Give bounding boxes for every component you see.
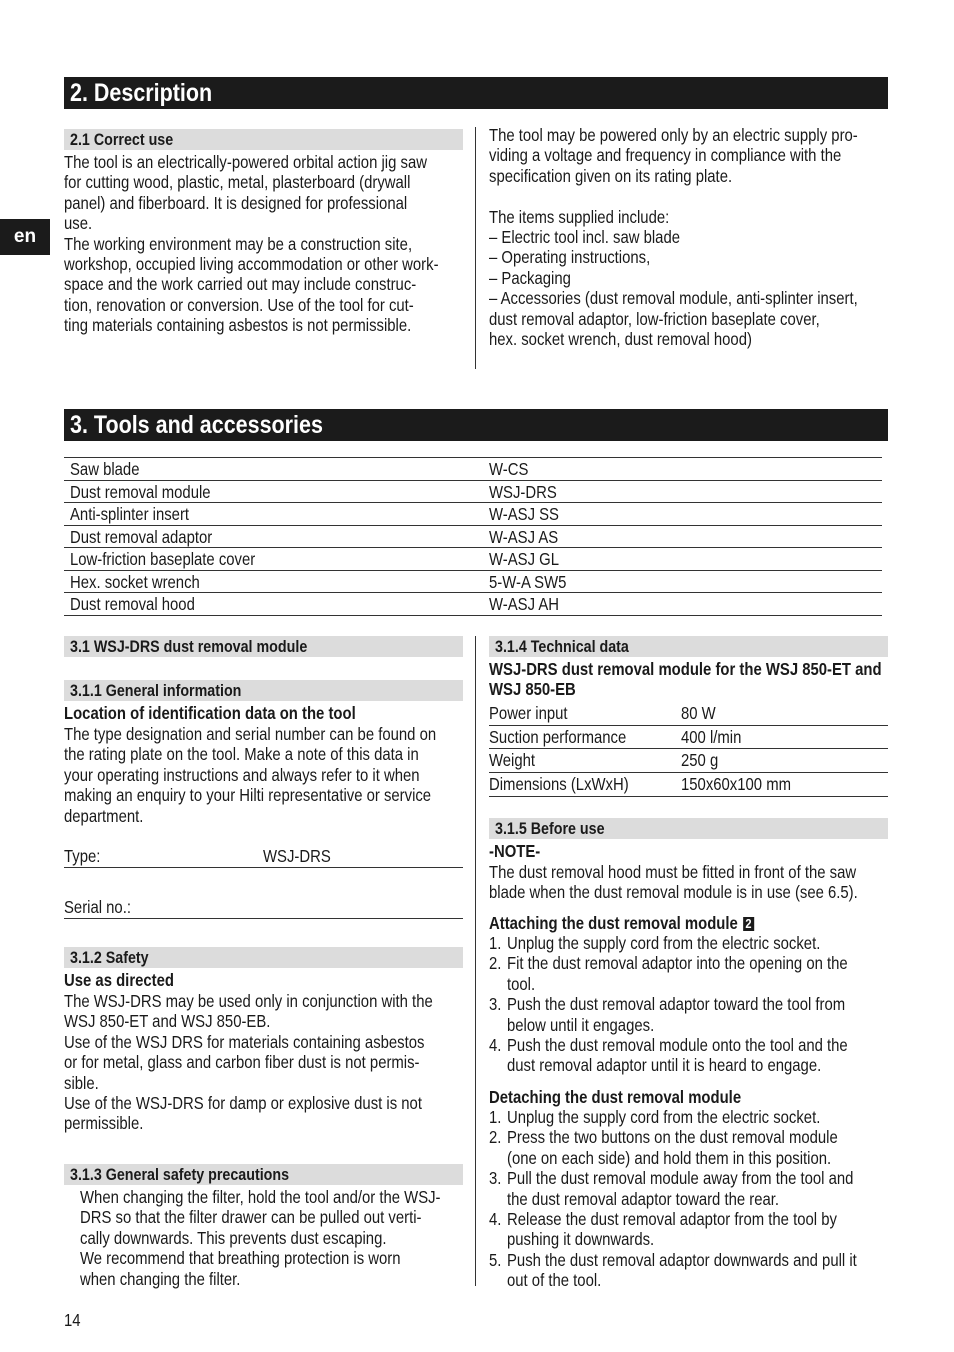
text-line: or for metal, glass and carbon fiber dust is not permis- (64, 1052, 420, 1073)
accessory-code: W-ASJ GL (489, 549, 559, 569)
row-rule (489, 748, 888, 749)
step-number: 5. (489, 1249, 502, 1270)
table-row (489, 703, 888, 727)
type-value: WSJ-DRS (263, 846, 331, 866)
text-line: We recommend that breathing protection is worn (80, 1248, 401, 1269)
language-tab (0, 219, 50, 255)
subsection-heading-dust-module (64, 636, 463, 657)
accessory-name: Dust removal adaptor (70, 526, 213, 547)
accessory-code: WSJ-DRS (489, 481, 557, 502)
text-line: cally downwards. This prevents dust escaping. (80, 1227, 387, 1248)
subsection-title: 3.1.1 General information (70, 681, 242, 700)
text-line: Use of the WSJ-DRS for damp or explosive dust is not (64, 1093, 422, 1113)
step-text: pushing it downwards. (507, 1229, 655, 1250)
table-row (64, 503, 888, 526)
table-row (64, 548, 888, 571)
accessory-code: W-CS (489, 459, 529, 479)
text-line: The type designation and serial number can be found on (64, 724, 437, 744)
step-number: 3. (489, 1168, 502, 1189)
serial-rule (64, 918, 463, 919)
step-text: Push the dust removal adaptor toward the tool from (507, 994, 846, 1015)
subsection-heading-general-information (64, 680, 463, 701)
subsection-title: 3.1.5 Before use (495, 819, 605, 838)
subsection-title: 3.1.3 General safety precautions (70, 1165, 290, 1184)
text-line: permissible. (64, 1113, 144, 1134)
step-text: dust removal adaptor until it is heard to engage. (507, 1055, 822, 1076)
section-title: 2. Description (70, 79, 213, 107)
text-line: Use of the WSJ DRS for materials containing asbestos (64, 1031, 425, 1052)
spec-label: Dimensions (LxWxH) (489, 774, 629, 795)
text-line: dust removal adaptor, low-friction baseplate cover, (489, 308, 820, 329)
serial-label: Serial no.: (64, 897, 131, 917)
spec-value: 400 l/min (681, 726, 742, 747)
step-text: below until it engages. (507, 1014, 655, 1035)
text-line: ting materials containing asbestos is not permissible. (64, 315, 412, 336)
accessory-name: Low-friction baseplate cover (70, 549, 256, 569)
spec-value: 150x60x100 mm (681, 774, 791, 795)
step-number: 3. (489, 994, 502, 1015)
text-line: WSJ-DRS dust removal module for the WSJ 850-ET and (489, 659, 882, 679)
text-line: when changing the filter. (80, 1268, 241, 1289)
step-text: the dust removal adaptor toward the rear. (507, 1188, 780, 1209)
text-line: DRS so that the filter drawer can be pulled out verti- (80, 1207, 422, 1228)
row-rule (489, 772, 888, 773)
text-line: WSJ 850-EB (489, 679, 576, 699)
step-number: 4. (489, 1209, 502, 1229)
text-line: department. (64, 805, 144, 826)
accessory-name: Dust removal module (70, 481, 211, 502)
table-row (64, 481, 888, 504)
subsection-heading-precautions (64, 1164, 463, 1185)
figure-reference-badge: 2 (743, 917, 754, 931)
accessory-code: W-ASJ AS (489, 526, 559, 547)
step-number: 4. (489, 1035, 502, 1055)
step-number: 1. (489, 1107, 502, 1127)
step-text: Push the dust removal module onto the tool and the (507, 1035, 848, 1055)
subsection-title: 3.1.2 Safety (70, 948, 149, 967)
text-line: WSJ 850-ET and WSJ 850-EB. (64, 1011, 271, 1032)
text-line: When changing the filter, hold the tool and/or the WSJ- (80, 1187, 441, 1207)
accessory-code: W-ASJ AH (489, 594, 559, 614)
row-rule (489, 796, 888, 797)
accessory-code: W-ASJ SS (489, 504, 559, 524)
text-line: The items supplied include: (489, 206, 670, 227)
subsection-heading-technical-data (489, 636, 888, 657)
accessory-name: Saw blade (70, 459, 140, 479)
text-line: – Accessories (dust removal module, anti-splinter insert, (489, 288, 858, 309)
page-number: 14 (64, 1310, 81, 1330)
attach-heading-text: Attaching the dust removal module (489, 913, 738, 933)
text-line: The tool is an electrically-powered orbital action jig saw (64, 152, 427, 172)
text-line: – Electric tool incl. saw blade (489, 227, 680, 247)
text-line: – Operating instructions, (489, 247, 651, 268)
text-line: viding a voltage and frequency in compliance with the (489, 145, 842, 166)
spec-label: Suction performance (489, 726, 627, 747)
step-text: Unplug the supply cord from the electric socket. (507, 1107, 821, 1127)
table-row (489, 727, 888, 751)
step-text: Pull the dust removal module away from the tool and (507, 1168, 854, 1189)
accessory-code: 5-W-A SW5 (489, 571, 567, 592)
step-text: tool. (507, 973, 536, 994)
step-text: Push the dust removal adaptor downwards and pull it (507, 1249, 857, 1270)
detach-heading: Detaching the dust removal module (489, 1087, 742, 1107)
section-heading-tools (64, 409, 888, 441)
text-line: blade when the dust removal module is in use (see 6.5). (489, 882, 858, 903)
table-row (64, 458, 888, 481)
type-rule (64, 867, 463, 868)
language-label: en (13, 226, 37, 247)
type-label: Type: (64, 846, 101, 866)
step-number: 2. (489, 1127, 502, 1148)
accessory-name: Hex. socket wrench (70, 571, 200, 592)
text-line: making an enquiry to your Hilti representative or service (64, 785, 432, 806)
text-line: panel) and fiberboard. It is designed for professional (64, 192, 408, 213)
table-row (489, 774, 888, 798)
spec-label: Power input (489, 703, 568, 723)
step-number: 1. (489, 933, 502, 953)
step-number: 2. (489, 953, 502, 974)
text-line: – Packaging (489, 267, 571, 288)
text-line: The dust removal hood must be fitted in front of the saw (489, 862, 857, 882)
text-line: The tool may be powered only by an electric supply pro- (489, 125, 858, 145)
text-line: for cutting wood, plastic, metal, plasterboard (drywall (64, 172, 411, 193)
table-row (64, 571, 888, 594)
subsection-title: 2.1 Correct use (70, 130, 174, 149)
step-text: Press the two buttons on the dust removal module (507, 1127, 838, 1148)
subsection-title: 3.1 WSJ-DRS dust removal module (70, 637, 308, 656)
text-line: specification given on its rating plate. (489, 165, 733, 186)
text-line: tion, renovation or conversion. Use of the tool for cut- (64, 294, 414, 315)
accessory-name: Anti-splinter insert (70, 504, 190, 524)
note-label: -NOTE- (489, 841, 541, 861)
row-rule (64, 615, 882, 616)
spec-label: Weight (489, 750, 536, 771)
identification-heading: Location of identification data on the tool (64, 703, 356, 723)
text-line: sible. (64, 1072, 99, 1093)
accessory-name: Dust removal hood (70, 594, 195, 614)
table-row (489, 750, 888, 774)
attach-heading (489, 913, 754, 933)
spec-value: 80 W (681, 703, 716, 723)
subsection-heading-correct-use (64, 129, 463, 150)
text-line: workshop, occupied living accommodation or other work- (64, 254, 439, 274)
section-title: 3. Tools and accessories (70, 411, 323, 439)
subsection-heading-safety (64, 947, 463, 968)
spec-value: 250 g (681, 750, 719, 771)
subsection-heading-before-use (489, 818, 888, 839)
step-text: out of the tool. (507, 1270, 602, 1291)
column-divider (475, 636, 476, 1286)
text-line: the rating plate on the tool. Make a note of this data in (64, 744, 419, 765)
text-line: your operating instructions and always refer to it when (64, 764, 420, 785)
text-line: hex. socket wrench, dust removal hood) (489, 329, 752, 349)
text-line: The WSJ-DRS may be used only in conjunction with the (64, 991, 433, 1011)
step-text: (one on each side) and hold them in this position. (507, 1147, 832, 1168)
step-text: Fit the dust removal adaptor into the opening on the (507, 953, 848, 974)
column-divider (475, 127, 476, 369)
text-line: The working environment may be a construction site, (64, 233, 413, 254)
step-text: Release the dust removal adaptor from the tool by (507, 1209, 837, 1229)
row-rule (489, 725, 888, 726)
use-as-directed-heading: Use as directed (64, 970, 174, 990)
section-heading-description (64, 77, 888, 109)
text-line: use. (64, 213, 93, 234)
table-row (64, 526, 888, 549)
table-row (64, 593, 888, 616)
text-line: space and the work carried out may include construc- (64, 274, 417, 295)
subsection-title: 3.1.4 Technical data (495, 637, 629, 656)
step-text: Unplug the supply cord from the electric socket. (507, 933, 821, 953)
